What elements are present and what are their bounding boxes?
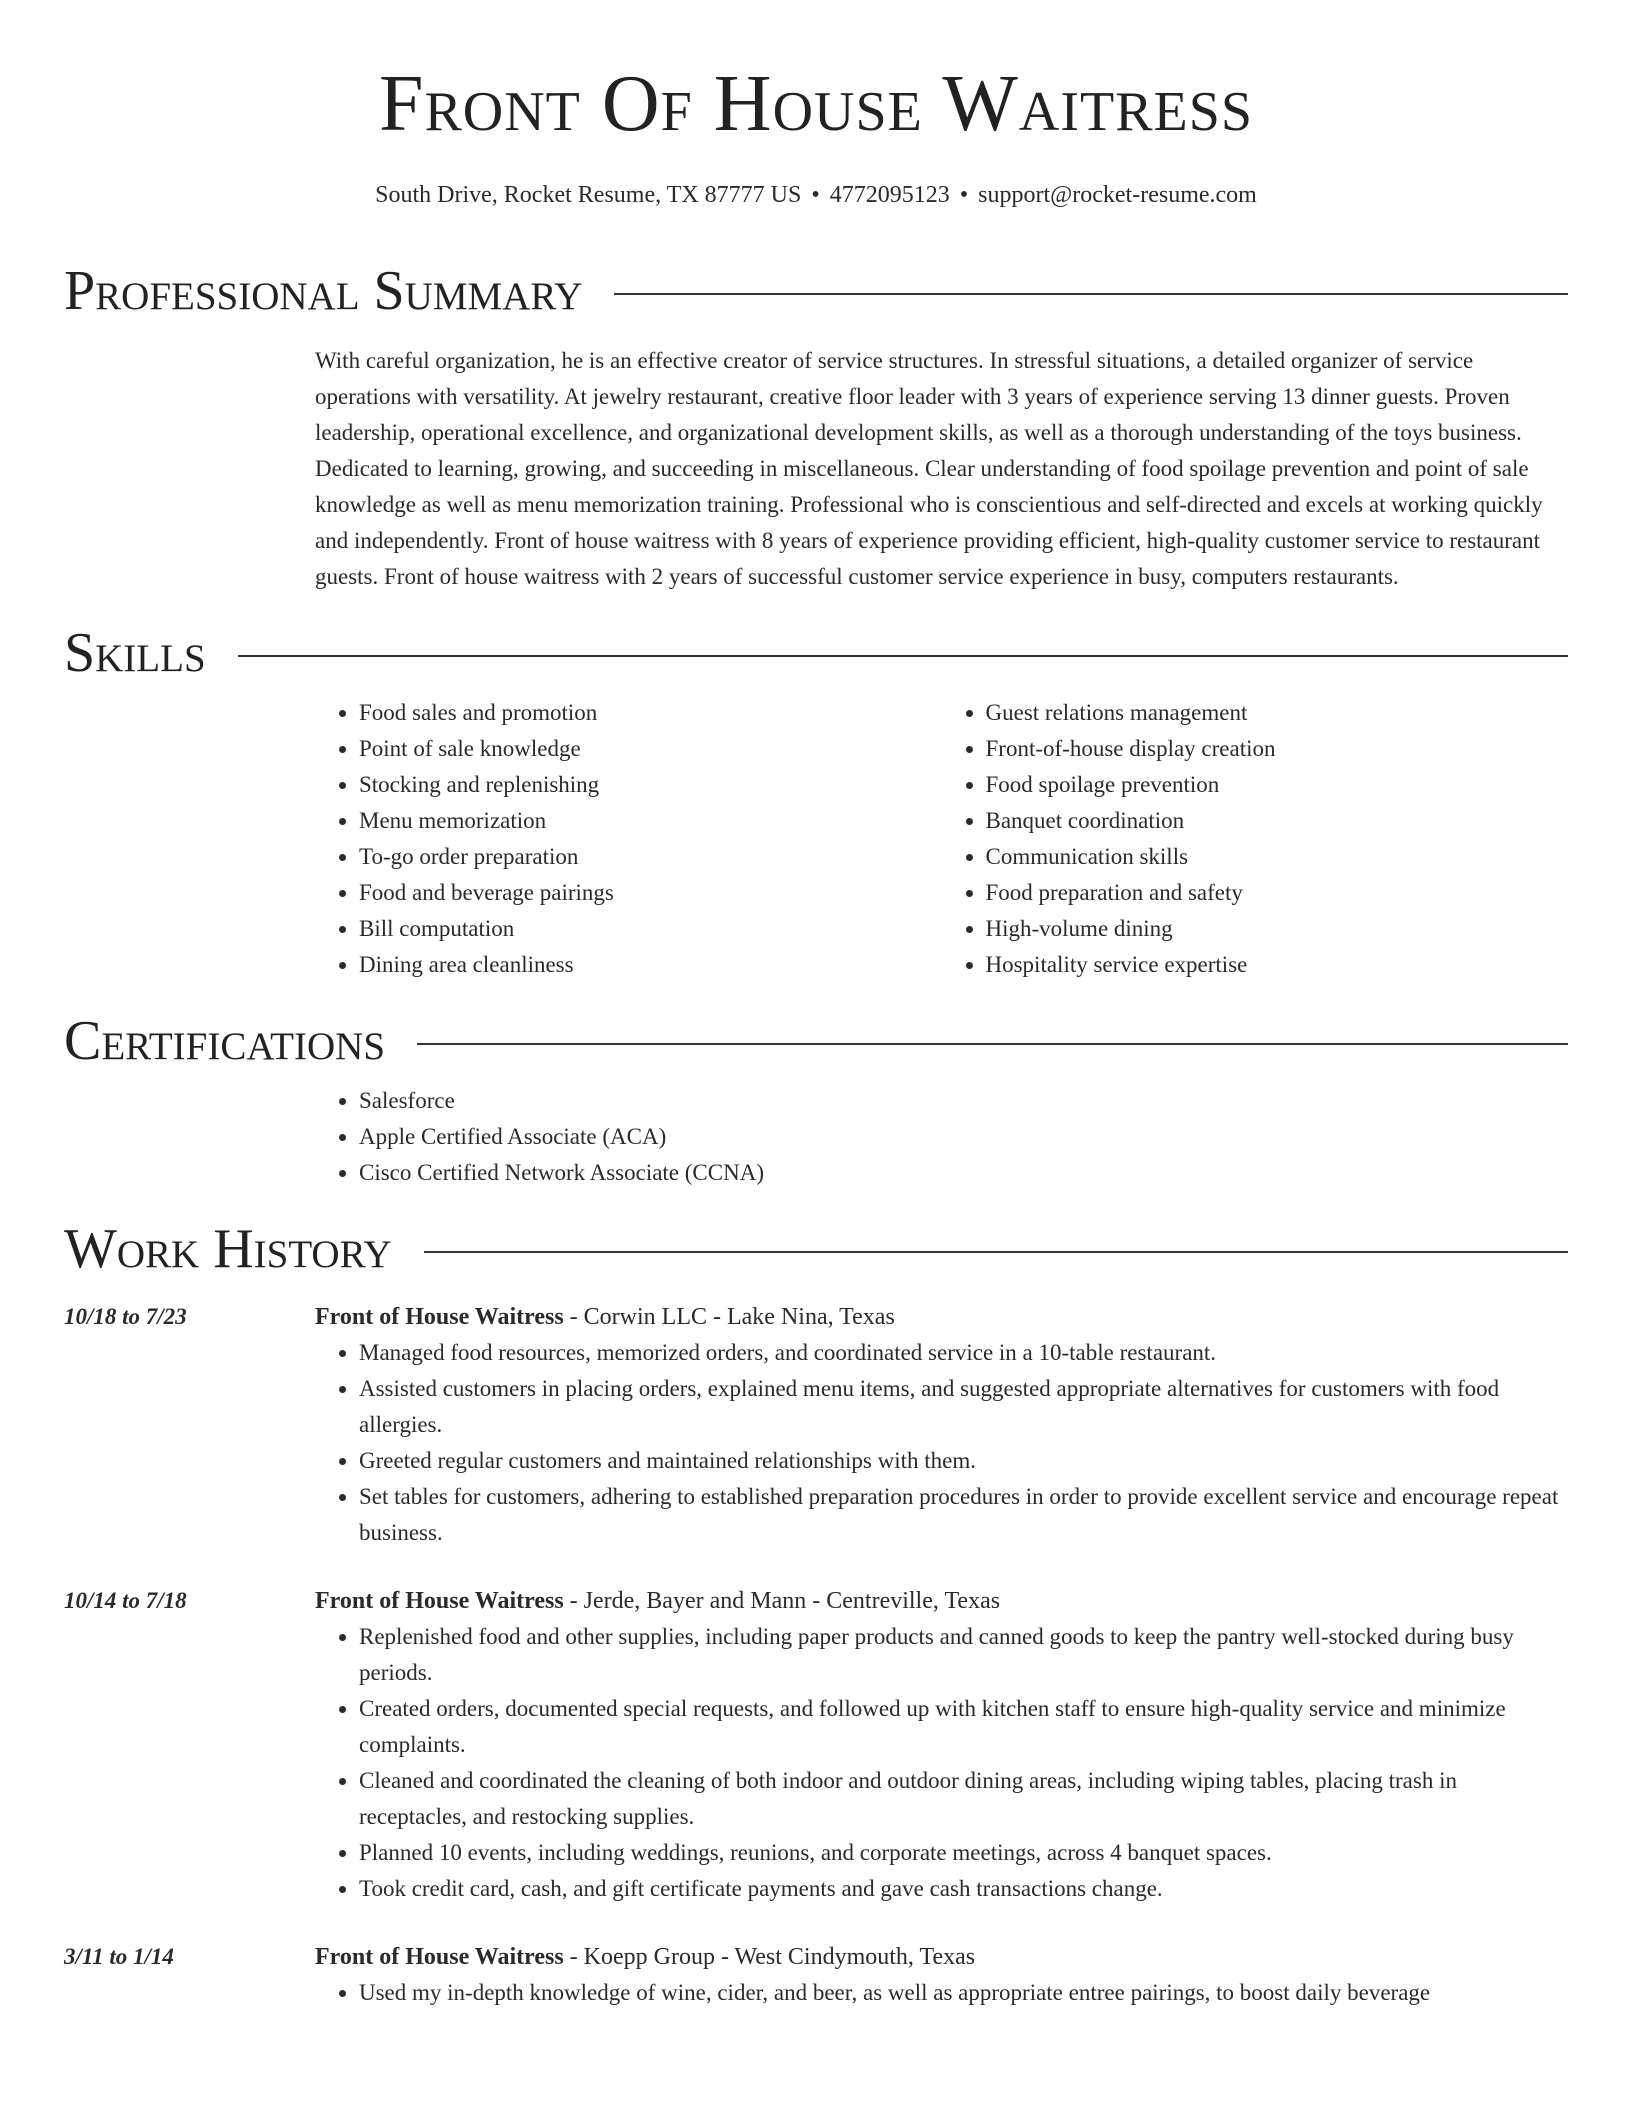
job-body bbox=[315, 1583, 1568, 1907]
job-bullet: • Managed food resources, memorized orders, and coordinated service in a 10-table restaurant. bbox=[359, 1335, 1568, 1371]
job-employer-location: - Corwin LLC - Lake Nina, Texas bbox=[563, 1304, 895, 1330]
contact-separator: • bbox=[959, 182, 969, 208]
skill-item: • Food sales and promotion bbox=[359, 695, 942, 731]
certifications-block bbox=[315, 1083, 1568, 1191]
job-bullet: • Assisted customers in placing orders, explained menu items, and suggested appropriate alternatives for customers with food allergies. bbox=[359, 1371, 1568, 1443]
job-entry bbox=[64, 1583, 1568, 1907]
job-bullet: • Used my in-depth knowledge of wine, cider, and beer, as well as appropriate entree pairings, to boost daily beverage bbox=[359, 1975, 1568, 2011]
job-body bbox=[315, 1939, 1568, 2011]
job-bullet: • Took credit card, cash, and gift certificate payments and gave cash transactions change. bbox=[359, 1871, 1568, 1907]
job-employer-location: - Koepp Group - West Cindymouth, Texas bbox=[563, 1944, 976, 1970]
job-employer-location: - Jerde, Bayer and Mann - Centreville, Texas bbox=[563, 1588, 1001, 1614]
skills-list-left bbox=[315, 695, 942, 983]
work-section-header bbox=[64, 1218, 1568, 1280]
job-bullet: • Replenished food and other supplies, including paper products and canned goods to keep the pantry well-stocked during busy periods. bbox=[359, 1619, 1568, 1691]
contact-email: support@rocket-resume.com bbox=[978, 182, 1257, 208]
job-bullet: • Created orders, documented special requests, and followed up with kitchen staff to ensure high-quality service and minimize complaints. bbox=[359, 1691, 1568, 1763]
job-heading bbox=[315, 1299, 1568, 1335]
job-bullets bbox=[315, 1619, 1568, 1907]
certification-item: • Cisco Certified Network Associate (CCNA) bbox=[359, 1155, 1568, 1191]
summary-text: With careful organization, he is an effective creator of service structures. In stressful situations, a detailed organizer of service operations with versatility. At jewelry restaurant, creative floor leader with 3 years of experience serving 13 dinner guests. Proven leadership, operational excellence, and organizational development skills, as well as a thorough understanding of the toys business. Dedicated to learning, growing, and succeeding in miscellaneous. Clear understanding of food spoilage prevention and point of sale knowledge as well as menu memorization training. Professional who is conscientious and self-directed and excels at working quickly and independently. Front of house waitress with 8 years of experience providing efficient, high-quality customer service to restaurant guests. Front of house waitress with 2 years of successful customer service experience in busy, computers restaurants. bbox=[315, 348, 1543, 589]
job-dates: 3/11 to 1/14 bbox=[64, 1944, 174, 1969]
skill-item: • Point of sale knowledge bbox=[359, 731, 942, 767]
skill-item: • Communication skills bbox=[986, 839, 1569, 875]
job-heading bbox=[315, 1939, 1568, 1975]
contact-line bbox=[64, 182, 1568, 209]
job-dates: 10/14 to 7/18 bbox=[64, 1588, 187, 1613]
skill-item: • Food and beverage pairings bbox=[359, 875, 942, 911]
skills-section-header bbox=[64, 622, 1568, 684]
certifications-list bbox=[315, 1083, 1568, 1191]
certifications-section-header bbox=[64, 1010, 1568, 1072]
job-entry bbox=[64, 1299, 1568, 1551]
job-title: Front of House Waitress bbox=[315, 1944, 564, 1970]
job-bullets bbox=[315, 1975, 1568, 2011]
section-divider bbox=[614, 293, 1568, 295]
certifications-heading: Certifications bbox=[64, 1010, 386, 1072]
job-heading bbox=[315, 1583, 1568, 1619]
job-bullet: • Cleaned and coordinated the cleaning of both indoor and outdoor dining areas, including wiping tables, placing trash in receptacles, and restocking supplies. bbox=[359, 1763, 1568, 1835]
skill-item: • Food preparation and safety bbox=[986, 875, 1569, 911]
job-body bbox=[315, 1299, 1568, 1551]
contact-phone: 4772095123 bbox=[829, 182, 950, 208]
section-divider bbox=[424, 1251, 1568, 1253]
summary-heading: Professional Summary bbox=[64, 260, 583, 322]
skill-item: • Guest relations management bbox=[986, 695, 1569, 731]
contact-address: South Drive, Rocket Resume, TX 87777 US bbox=[375, 182, 802, 208]
skill-item: • High-volume dining bbox=[986, 911, 1569, 947]
job-bullets bbox=[315, 1335, 1568, 1551]
job-title: Front of House Waitress bbox=[315, 1304, 564, 1330]
job-title: Front of House Waitress bbox=[315, 1588, 564, 1614]
job-bullet: • Planned 10 events, including weddings, reunions, and corporate meetings, across 4 banquet spaces. bbox=[359, 1835, 1568, 1871]
skills-grid bbox=[315, 695, 1568, 983]
skill-item: • Dining area cleanliness bbox=[359, 947, 942, 983]
skill-item: • Food spoilage prevention bbox=[986, 767, 1569, 803]
skill-item: • Bill computation bbox=[359, 911, 942, 947]
job-bullet: • Set tables for customers, adhering to established preparation procedures in order to provide excellent service and encourage repeat business. bbox=[359, 1479, 1568, 1551]
job-bullet: • Greeted regular customers and maintained relationships with them. bbox=[359, 1443, 1568, 1479]
skill-item: • To-go order preparation bbox=[359, 839, 942, 875]
skills-heading: Skills bbox=[64, 622, 206, 684]
skill-item: • Stocking and replenishing bbox=[359, 767, 942, 803]
skills-list-right bbox=[942, 695, 1569, 983]
summary-section-header bbox=[64, 260, 1568, 322]
job-entry bbox=[64, 1939, 1568, 2011]
candidate-name: Front Of House Waitress bbox=[378, 60, 1254, 148]
work-heading: Work History bbox=[64, 1218, 392, 1280]
resume-page bbox=[64, 0, 1568, 2011]
certification-item: • Apple Certified Associate (ACA) bbox=[359, 1119, 1568, 1155]
skill-item: • Front-of-house display creation bbox=[986, 731, 1569, 767]
certification-item: • Salesforce bbox=[359, 1083, 1568, 1119]
contact-separator: • bbox=[811, 182, 820, 208]
section-divider bbox=[417, 1043, 1568, 1045]
job-dates: 10/18 to 7/23 bbox=[64, 1304, 187, 1329]
skill-item: • Menu memorization bbox=[359, 803, 942, 839]
skill-item: • Hospitality service expertise bbox=[986, 947, 1569, 983]
section-divider bbox=[238, 655, 1568, 657]
skill-item: • Banquet coordination bbox=[986, 803, 1569, 839]
